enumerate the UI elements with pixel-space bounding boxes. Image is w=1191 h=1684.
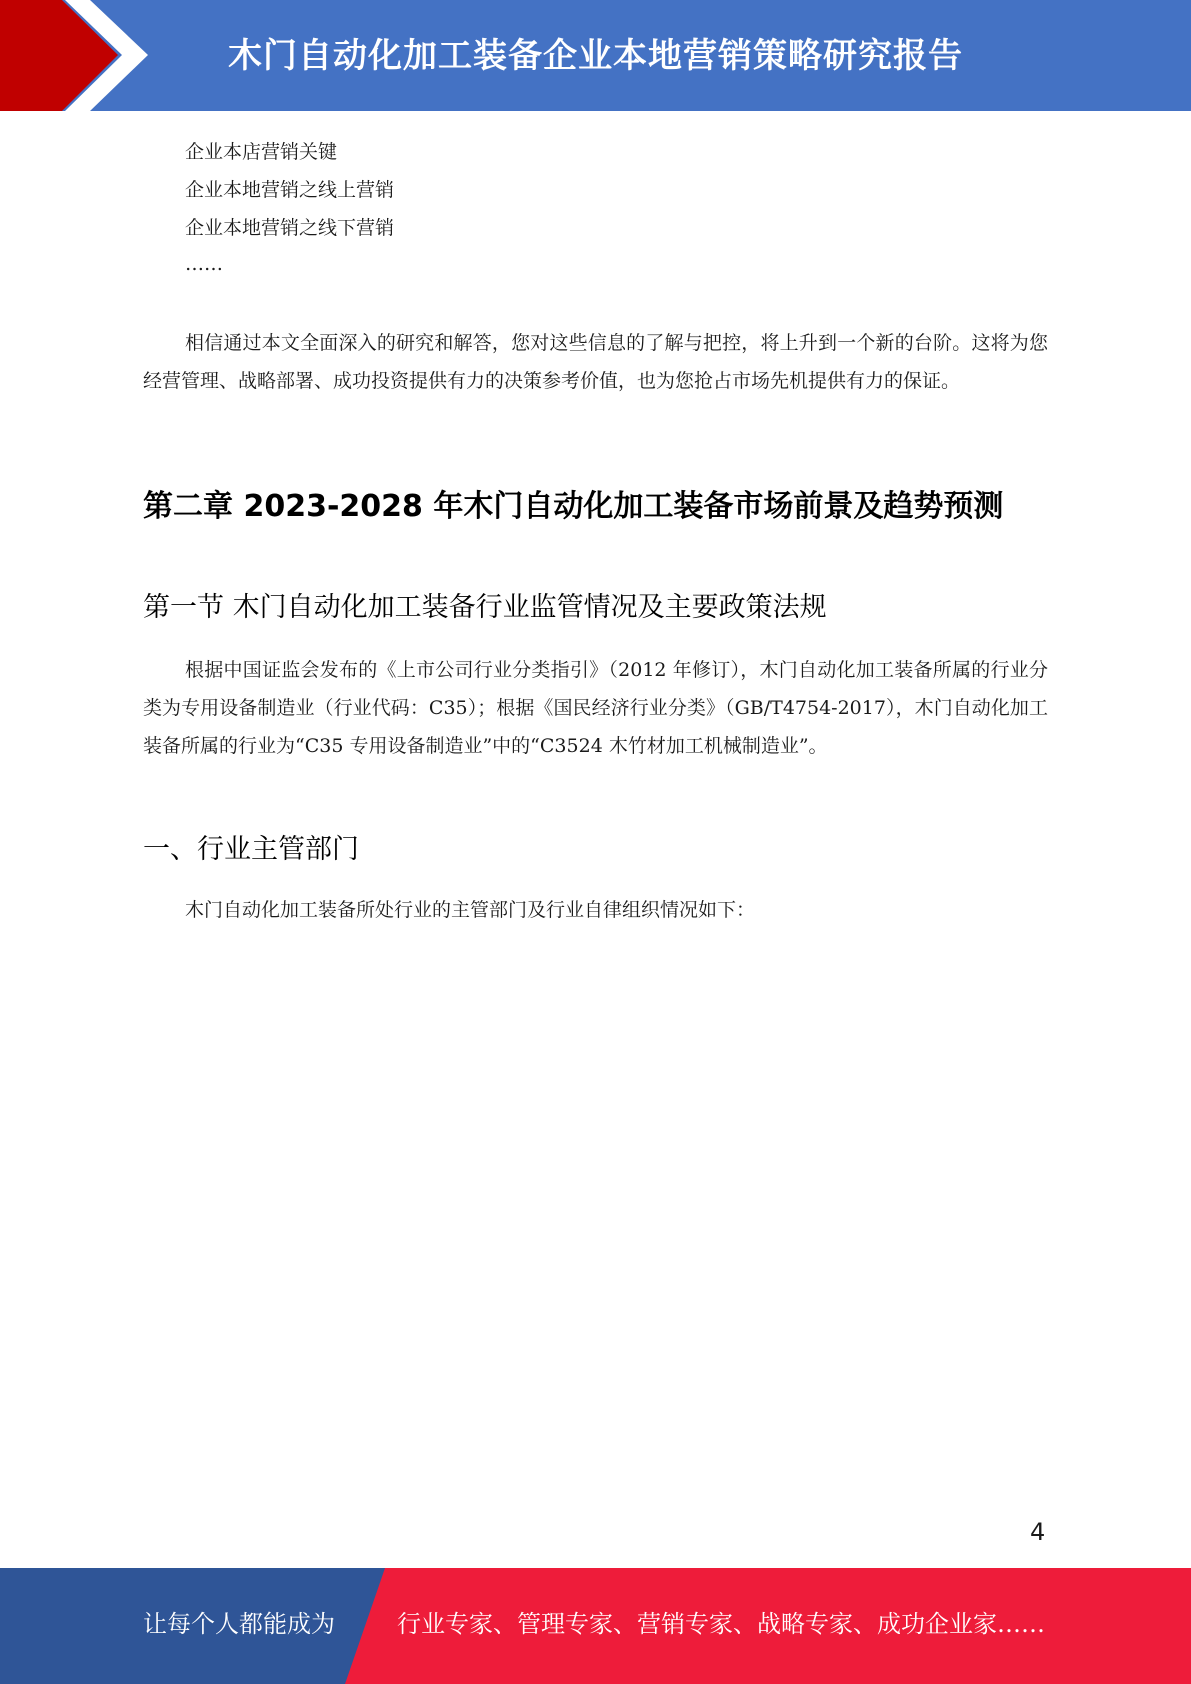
chapter-title: 第二章 2023-2028 年木门自动化加工装备市场前景及趋势预测 xyxy=(143,489,1004,524)
header-banner xyxy=(0,0,1191,111)
page-number: 4 xyxy=(1030,1518,1046,1546)
section-title: 第一节 木门自动化加工装备行业监管情况及主要政策法规 xyxy=(143,592,827,623)
section-paragraph: 根据中国证监会发布的《上市公司行业分类指引》（2012 年修订），木门自动化加工装备所属的行业分类为专用设备制造业（行业代码：C35）；根据《国民经济行业分类》（GB/T4754-2017），木门自动化加工装备所属的行业为“C35 专用设备制造业”中的“C3524 木竹材加工机械制造业”。 xyxy=(143,659,1048,757)
footer-banner xyxy=(0,1568,1191,1684)
subsection-title: 一、行业主管部门 xyxy=(143,834,359,865)
subsection-paragraph: 木门自动化加工装备所处行业的主管部门及行业自律组织情况如下： xyxy=(185,899,756,921)
toc-ellipsis: …… xyxy=(185,253,223,275)
header-chevron-decoration xyxy=(0,0,160,111)
footer-slogan-left: 让每个人都能成为 xyxy=(143,1610,335,1638)
toc-item: 企业本店营销关键 xyxy=(185,141,338,163)
footer-slogan-right: 行业专家、管理专家、营销专家、战略专家、成功企业家…… xyxy=(397,1610,1045,1638)
intro-paragraph: 相信通过本文全面深入的研究和解答，您对这些信息的了解与把控，将上升到一个新的台阶。这将为您经营管理、战略部署、成功投资提供有力的决策参考价值，也为您抢占市场先机提供有力的保证。 xyxy=(143,332,1048,392)
report-title: 木门自动化加工装备企业本地营销策略研究报告 xyxy=(228,36,963,76)
toc-item: 企业本地营销之线下营销 xyxy=(185,217,395,239)
toc-item: 企业本地营销之线上营销 xyxy=(185,179,395,201)
